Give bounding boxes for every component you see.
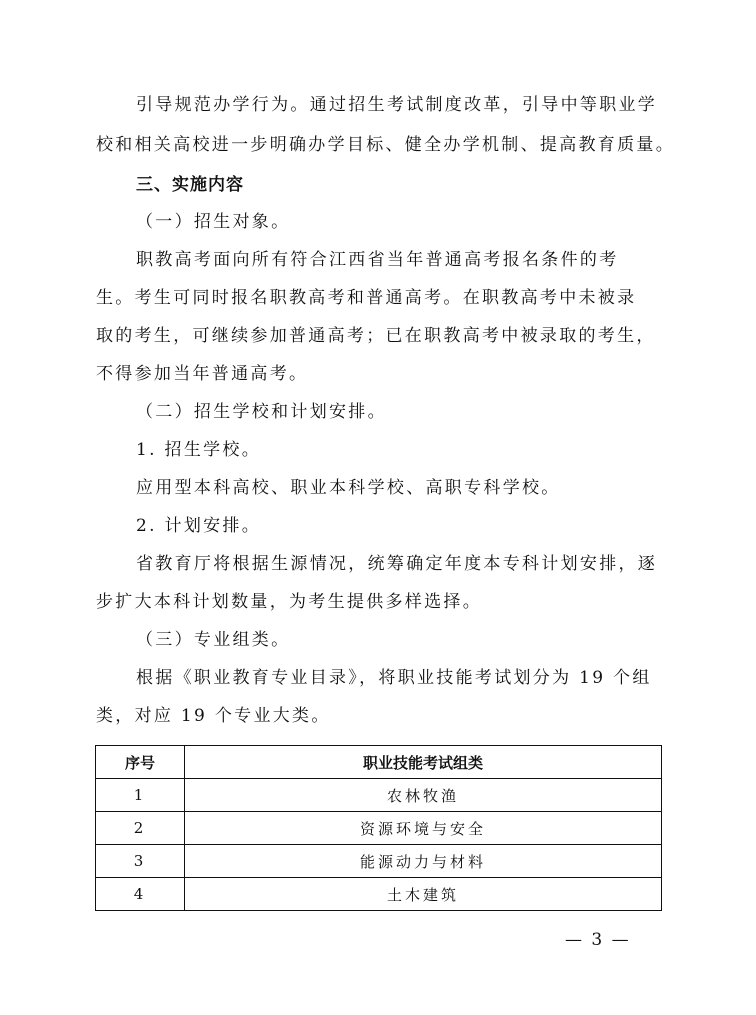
paragraph-line: 取的考生，可继续参加普通高考；已在职教高考中被录取的考生， [96,326,656,346]
paragraph-line: 不得参加当年普通高考。 [96,364,309,384]
table-row [96,812,662,845]
table-cell-number: 3 [96,845,185,878]
table-cell-number: 1 [96,779,185,812]
paragraph-line: 省教育厅将根据生源情况，统筹确定年度本专科计划安排，逐 [136,554,658,574]
table-header-cell: 序号 [96,746,185,779]
paragraph-line: 根据《职业教育专业目录》，将职业技能考试划分为 19 个组 [136,668,652,688]
table-cell-category: 土木建筑 [185,878,662,911]
section-heading: 三、实施内容 [136,175,244,195]
item-heading: 2. 计划安排。 [136,516,262,536]
paragraph-line: 校和相关高校进一步明确办学目标、健全办学机制、提高教育质量。 [96,135,675,155]
paragraph-line: 引导规范办学行为。通过招生考试制度改革，引导中等职业学 [136,95,658,115]
table-cell-category: 资源环境与安全 [185,812,662,845]
paragraph-line: 步扩大本科计划数量，为考生提供多样选择。 [96,592,482,612]
table-cell-number: 4 [96,878,185,911]
subsection-heading: （二）招生学校和计划安排。 [136,402,387,422]
table-row [96,845,662,878]
paragraph-line: 类，对应 19 个专业大类。 [96,706,331,726]
paragraph-line: 应用型本科高校、职业本科学校、高职专科学校。 [136,478,561,498]
table-row [96,779,662,812]
table-header-cell: 职业技能考试组类 [185,746,662,779]
subsection-heading: （一）招生对象。 [136,212,291,232]
subsection-heading: （三）专业组类。 [136,630,291,650]
item-heading: 1. 招生学校。 [136,440,262,460]
table-row [96,878,662,911]
table-cell-category: 农林牧渔 [185,779,662,812]
table-header-row [96,746,662,779]
page-number: — 3 — [565,930,631,950]
table-cell-number: 2 [96,812,185,845]
paragraph-line: 职教高考面向所有符合江西省当年普通高考报名条件的考 [136,250,619,270]
exam-category-table [95,745,662,911]
table-cell-category: 能源动力与材料 [185,845,662,878]
paragraph-line: 生。考生可同时报名职教高考和普通高考。在职教高考中未被录 [96,288,637,308]
